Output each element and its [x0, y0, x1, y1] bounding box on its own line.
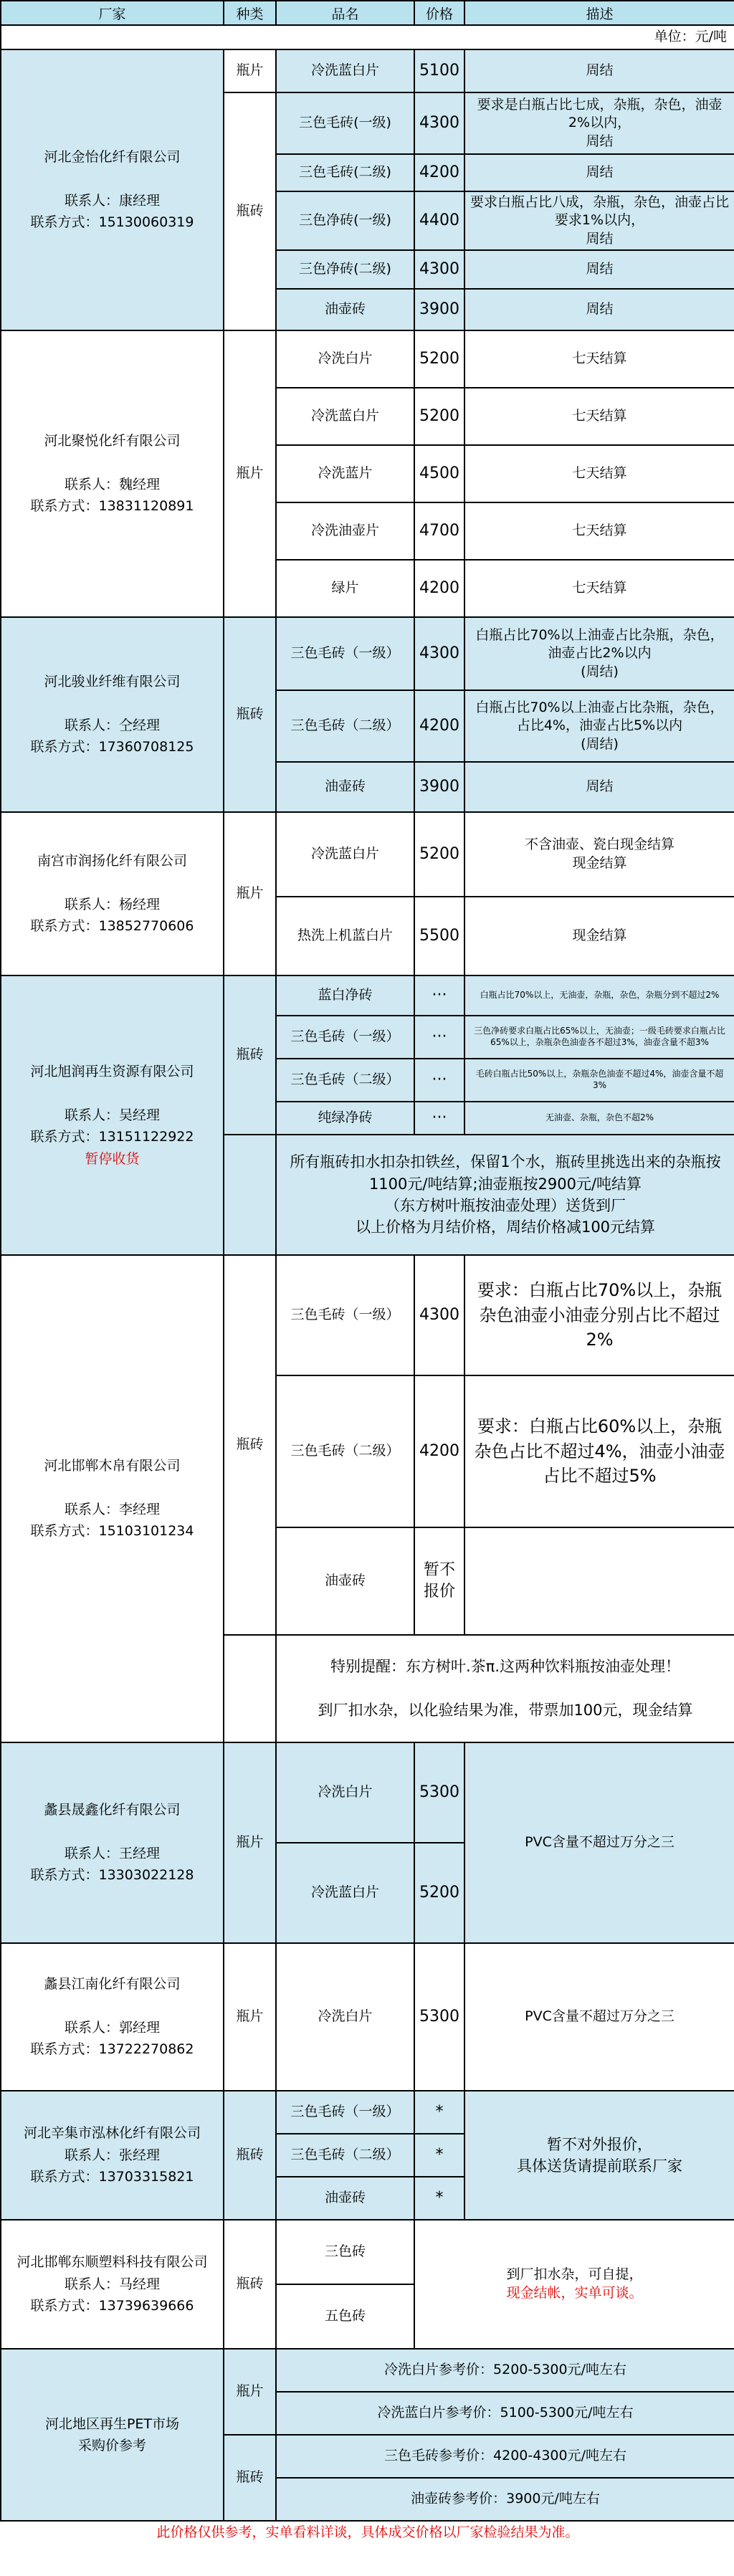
product-cell: 纯绿净砖 — [276, 1102, 414, 1135]
company-cell — [1, 2091, 224, 2220]
product-cell: 三色毛砖（二级） — [276, 690, 414, 762]
product-cell: 冷洗蓝白片 — [276, 812, 414, 897]
company-contact: 联系人：康经理 — [64, 193, 160, 209]
price-cell: 5200 — [414, 812, 464, 897]
desc-cell — [464, 1527, 734, 1635]
company-cell — [1, 49, 224, 330]
product-cell: 三色毛砖（一级） — [276, 1016, 414, 1059]
company-phone: 联系方式：15103101234 — [30, 1523, 194, 1540]
table-row — [1, 975, 734, 1016]
company-name: 南宫市润扬化纤有限公司 — [37, 853, 187, 869]
company-cell — [1, 975, 224, 1255]
price-cell: 4700 — [414, 502, 464, 560]
company-phone: 联系方式：17360708125 — [30, 739, 194, 755]
company-name: 蠡县江南化纤有限公司 — [44, 1976, 181, 1993]
price-cell: 5200 — [414, 330, 464, 388]
note-line: 到厂扣水杂，以化验结果为准，带票加100元，现金结算 — [318, 1702, 693, 1719]
status-badge: 暂停收货 — [85, 1150, 140, 1167]
kind-cell — [224, 1635, 276, 1742]
product-cell: 绿片 — [276, 560, 414, 617]
company-contact: 联系人：李经理 — [64, 1502, 160, 1517]
desc-cell: 暂不对外报价， 具体送货请提前联系厂家 — [464, 2091, 734, 2220]
desc-cell: 三色净砖要求白瓶占比65%以上，无油壶；一级毛砖要求白瓶占比65%以上，杂瓶杂色油壶各不超过3%，油壶含量不超3% — [464, 1016, 734, 1059]
header-product: 品名 — [276, 1, 414, 25]
price-cell: 4300 — [414, 1255, 464, 1375]
price-cell: 5100 — [414, 49, 464, 92]
company-contact: 联系人：马经理 — [64, 2276, 160, 2292]
price-cell: 4300 — [414, 250, 464, 289]
company-cell — [1, 2220, 224, 2349]
price-cell: 4200 — [414, 1375, 464, 1527]
header-price: 价格 — [414, 1, 464, 25]
product-cell: 热洗上机蓝白片 — [276, 897, 414, 975]
product-cell: 冷洗油壶片 — [276, 502, 414, 560]
company-subtitle: 采购价参考 — [77, 2438, 146, 2453]
desc-line: 到厂扣水杂，可自提， — [506, 2266, 643, 2283]
ref-price: 冷洗蓝白片参考价：5100-5300元/吨左右 — [276, 2392, 734, 2435]
desc-cell: 七天结算 — [464, 388, 734, 445]
kind-cell: 瓶片 — [224, 49, 276, 92]
kind-cell: 瓶砖 — [224, 2220, 276, 2349]
desc-cell: 周结 — [464, 154, 734, 191]
price-cell: ··· — [414, 1059, 464, 1102]
desc-cell: 白瓶占比70%以上油壶占比杂瓶，杂色，占比4%，油壶占比5%以内 (周结) — [464, 690, 734, 762]
desc-cell: 毛砖白瓶占比50%以上，杂瓶杂色油壶不超过4%，油壶含量不超3% — [464, 1059, 734, 1102]
kind-cell: 瓶砖 — [224, 617, 276, 812]
kind-cell: 瓶砖 — [224, 2435, 276, 2521]
price-cell: 5500 — [414, 897, 464, 975]
product-cell: 冷洗蓝白片 — [276, 1843, 414, 1943]
company-phone: 联系方式：15130060319 — [30, 214, 194, 231]
product-cell: 油壶砖 — [276, 1527, 414, 1635]
desc-cell: 无油壶、杂瓶，杂色不超2% — [464, 1102, 734, 1135]
ref-price: 油壶砖参考价：3900元/吨左右 — [276, 2478, 734, 2521]
product-cell: 三色毛砖（一级） — [276, 1255, 414, 1375]
company-name: 河北地区再生PET市场 — [44, 2415, 180, 2432]
footer-note: 此价格仅供参考，实单看料详谈，具体成交价格以厂家检验结果为准。 — [156, 2524, 579, 2540]
table-row — [1, 2220, 734, 2284]
desc-cell — [414, 2220, 734, 2349]
desc-cell: PVC含量不超过万分之三 — [464, 1742, 734, 1943]
kind-cell: 瓶片 — [224, 1943, 276, 2091]
ref-price: 冷洗白片参考价：5200-5300元/吨左右 — [276, 2349, 734, 2392]
company-phone: 联系方式：13303022128 — [30, 1867, 194, 1884]
table-row — [1, 330, 734, 388]
desc-cell: 七天结算 — [464, 560, 734, 617]
note-line: 特别提醒：东方树叶.茶π.这两种饮料瓶按油壶处理！ — [330, 1658, 680, 1676]
company-cell — [1, 617, 224, 812]
product-cell: 油壶砖 — [276, 2177, 414, 2220]
price-cell: ··· — [414, 975, 464, 1016]
price-cell: * — [414, 2177, 464, 2220]
header-desc: 描述 — [464, 1, 734, 25]
company-cell — [1, 1742, 224, 1943]
desc-cell: 不含油壶、瓷白现金结算 现金结算 — [464, 812, 734, 897]
company-phone: 联系方式：13722270862 — [30, 2041, 194, 2058]
ref-price: 三色毛砖参考价：4200-4300元/吨左右 — [276, 2435, 734, 2478]
desc-cell: 七天结算 — [464, 445, 734, 502]
table-row — [1, 812, 734, 897]
product-cell: 三色毛砖（二级） — [276, 1059, 414, 1102]
company-contact: 联系人：杨经理 — [64, 897, 160, 912]
product-cell: 冷洗白片 — [276, 330, 414, 388]
company-phone: 联系方式：13703315821 — [30, 2169, 194, 2185]
company-cell — [1, 2349, 224, 2521]
desc-line: 现金结帐，实单可谈。 — [506, 2285, 643, 2301]
footer-row — [1, 2521, 734, 2544]
price-cell: 5200 — [414, 1843, 464, 1943]
product-cell: 油壶砖 — [276, 762, 414, 812]
price-cell: 3900 — [414, 762, 464, 812]
company-phone: 联系方式：13831120891 — [30, 498, 194, 515]
product-cell: 油壶砖 — [276, 289, 414, 330]
table-row — [1, 1255, 734, 1375]
company-name: 河北邯郸东顺塑料科技有限公司 — [16, 2254, 208, 2271]
desc-cell: 七天结算 — [464, 330, 734, 388]
desc-cell: 要求是白瓶占比七成，杂瓶，杂色，油壶2%以内， 周结 — [464, 92, 734, 154]
product-cell: 蓝白净砖 — [276, 975, 414, 1016]
header-row — [1, 1, 734, 25]
product-cell: 冷洗蓝白片 — [276, 388, 414, 445]
price-cell: 暂不报价 — [414, 1527, 464, 1635]
kind-cell: 瓶片 — [224, 1742, 276, 1943]
desc-cell: 周结 — [464, 250, 734, 289]
product-cell: 三色砖 — [276, 2220, 414, 2284]
desc-cell: PVC含量不超过万分之三 — [464, 1943, 734, 2091]
desc-cell: 白瓶占比70%以上油壶占比杂瓶，杂色，油壶占比2%以内 (周结) — [464, 617, 734, 690]
table-row — [1, 2349, 734, 2392]
company-phone: 联系方式：13852770606 — [30, 918, 194, 935]
price-cell: 4200 — [414, 154, 464, 191]
desc-cell: 要求白瓶占比八成，杂瓶，杂色，油壶占比要求1%以内， 周结 — [464, 191, 734, 250]
desc-cell: 要求：白瓶占比60%以上，杂瓶杂色占比不超过4%，油壶小油壶占比不超过5% — [464, 1375, 734, 1527]
header-company: 厂家 — [1, 1, 224, 25]
company-contact: 联系人：仝经理 — [64, 717, 160, 733]
company-name: 河北邯郸木帛有限公司 — [44, 1458, 181, 1474]
desc-cell: 周结 — [464, 289, 734, 330]
desc-cell: 现金结算 — [464, 897, 734, 975]
header-kind: 种类 — [224, 1, 276, 25]
kind-cell: 瓶片 — [224, 330, 276, 617]
kind-cell — [224, 1135, 276, 1255]
price-cell: * — [414, 2134, 464, 2177]
price-cell: * — [414, 2091, 464, 2134]
price-cell: 4300 — [414, 92, 464, 154]
kind-cell: 瓶砖 — [224, 92, 276, 330]
company-phone: 联系方式：13151122922 — [30, 1129, 194, 1145]
price-cell: 4500 — [414, 445, 464, 502]
company-contact: 联系人：张经理 — [64, 2147, 160, 2163]
company-name: 河北辛集市泓林化纤有限公司 — [23, 2125, 201, 2142]
product-cell: 冷洗蓝片 — [276, 445, 414, 502]
unit-label: 单位：元/吨 — [1, 25, 734, 49]
desc-cell: 周结 — [464, 762, 734, 812]
company-cell — [1, 1255, 224, 1742]
kind-cell: 瓶砖 — [224, 1255, 276, 1635]
price-cell: ··· — [414, 1016, 464, 1059]
product-cell: 冷洗蓝白片 — [276, 49, 414, 92]
product-cell: 五色砖 — [276, 2284, 414, 2349]
company-name: 河北骏业纤维有限公司 — [44, 674, 181, 690]
unit-row — [1, 25, 734, 49]
company-cell — [1, 812, 224, 975]
product-cell: 三色净砖(一级) — [276, 191, 414, 250]
product-cell: 冷洗白片 — [276, 1742, 414, 1843]
kind-cell: 瓶砖 — [224, 2091, 276, 2220]
company-contact: 联系人：郭经理 — [64, 2020, 160, 2036]
company-contact: 联系人：王经理 — [64, 1846, 160, 1861]
company-contact: 联系人：魏经理 — [64, 477, 160, 492]
price-cell: 3900 — [414, 289, 464, 330]
desc-cell: 周结 — [464, 49, 734, 92]
kind-cell: 瓶片 — [224, 2349, 276, 2435]
desc-cell: 要求：白瓶占比70%以上，杂瓶杂色油壶小油壶分别占比不超过2% — [464, 1255, 734, 1375]
price-cell: 5300 — [414, 1943, 464, 2091]
company-name: 河北旭润再生资源有限公司 — [30, 1064, 194, 1080]
product-cell: 三色毛砖（二级） — [276, 1375, 414, 1527]
kind-cell: 瓶砖 — [224, 975, 276, 1135]
table-row — [1, 617, 734, 690]
price-cell: ··· — [414, 1102, 464, 1135]
company-name: 河北金怡化纤有限公司 — [44, 149, 181, 166]
note-cell — [276, 1635, 734, 1742]
product-cell: 冷洗白片 — [276, 1943, 414, 2091]
price-cell: 4200 — [414, 560, 464, 617]
product-cell: 三色毛砖（一级） — [276, 2091, 414, 2134]
company-phone: 联系方式：13739639666 — [30, 2298, 194, 2314]
table-row — [1, 1742, 734, 1843]
price-cell: 5300 — [414, 1742, 464, 1843]
note-cell: 所有瓶砖扣水扣杂扣铁丝，保留1个水，瓶砖里挑选出来的杂瓶按1100元/吨结算;油壶瓶按2900元/吨结算 （东方树叶瓶按油壶处理）送货到厂 以上价格为月结价格，周结价格减100元结算 — [276, 1135, 734, 1255]
price-cell: 5200 — [414, 388, 464, 445]
kind-cell: 瓶片 — [224, 812, 276, 975]
company-name: 蠡县晟鑫化纤有限公司 — [44, 1802, 181, 1818]
price-cell: 4300 — [414, 617, 464, 690]
company-cell — [1, 1943, 224, 2091]
product-cell: 三色毛砖（二级） — [276, 2134, 414, 2177]
table-row — [1, 49, 734, 92]
product-cell: 三色净砖(二级) — [276, 250, 414, 289]
company-name: 河北聚悦化纤有限公司 — [44, 433, 181, 449]
price-cell: 4400 — [414, 191, 464, 250]
product-cell: 三色毛砖(一级) — [276, 92, 414, 154]
table-row — [1, 2091, 734, 2134]
desc-cell: 白瓶占比70%以上，无油壶，杂瓶，杂色，杂瓶分到不超过2% — [464, 975, 734, 1016]
company-contact: 联系人：吴经理 — [64, 1107, 160, 1123]
product-cell: 三色毛砖(二级) — [276, 154, 414, 191]
table-row — [1, 1943, 734, 2091]
company-cell — [1, 330, 224, 617]
desc-cell: 七天结算 — [464, 502, 734, 560]
product-cell: 三色毛砖（一级） — [276, 617, 414, 690]
price-cell: 4200 — [414, 690, 464, 762]
